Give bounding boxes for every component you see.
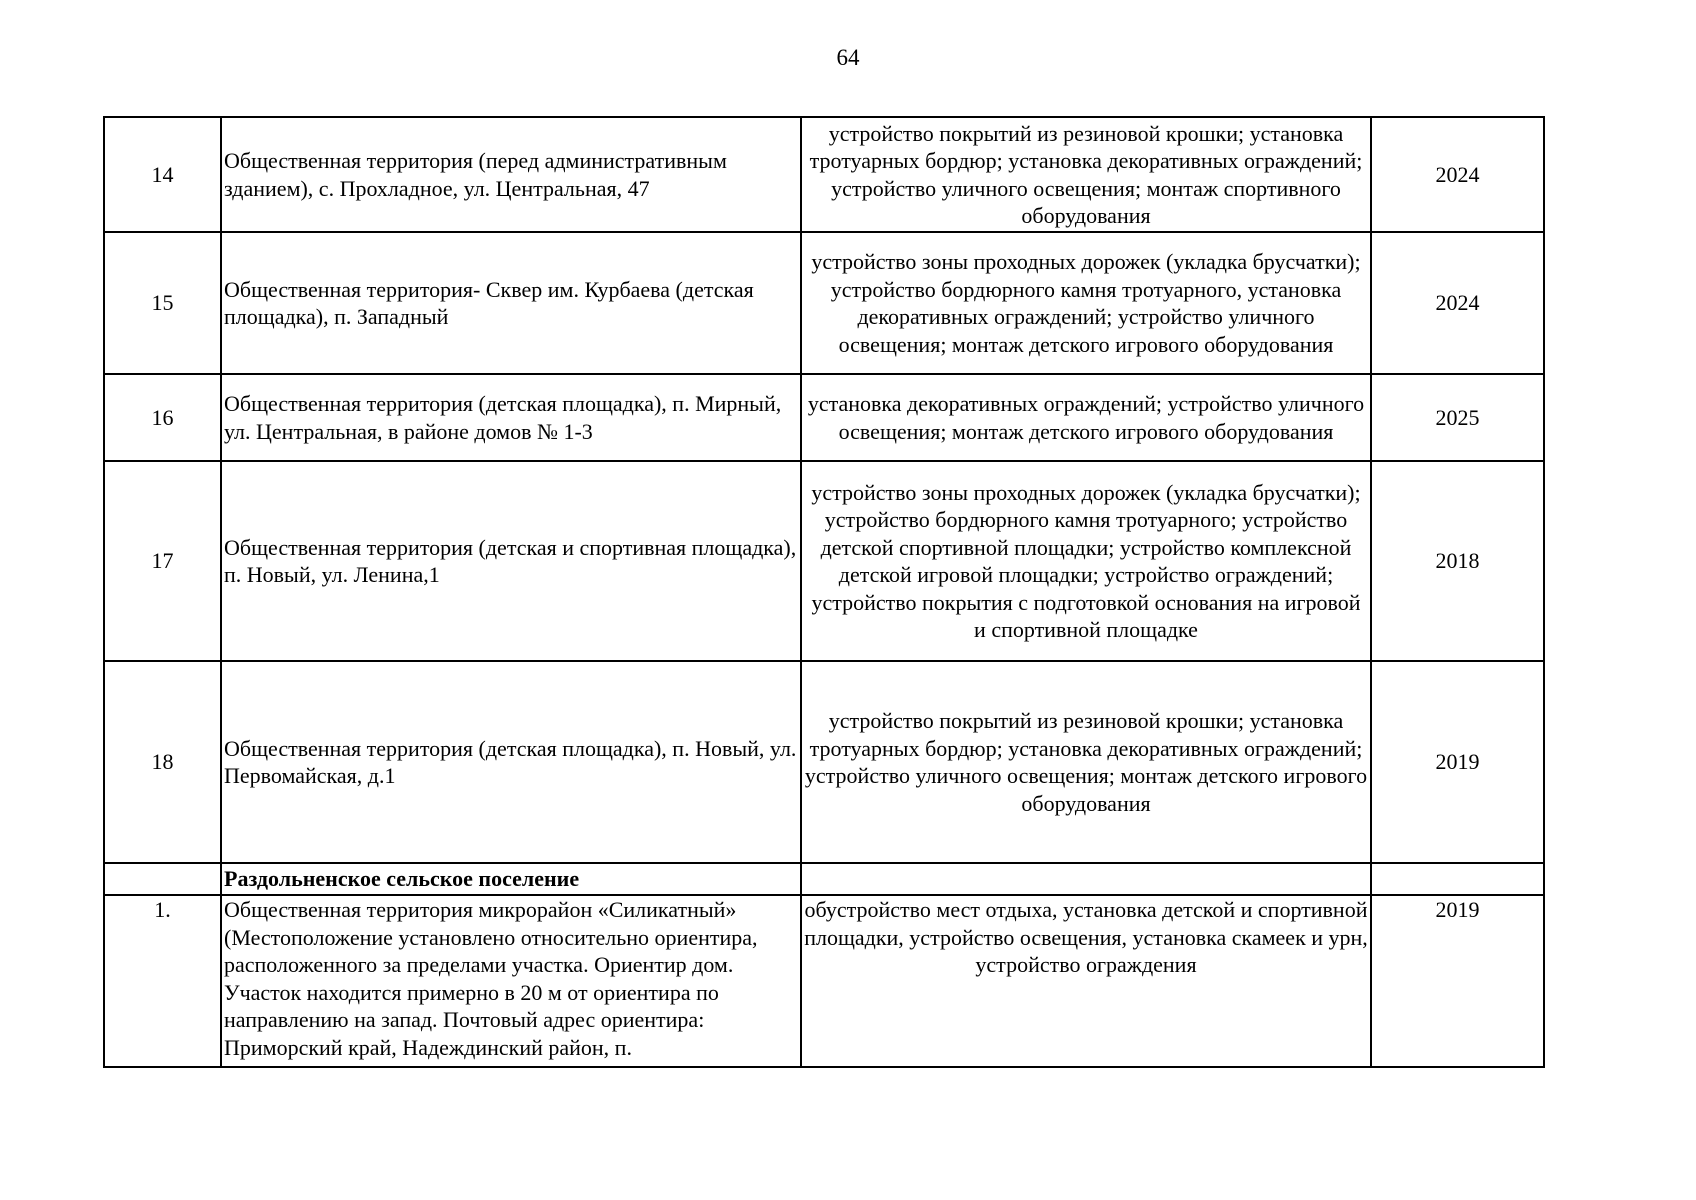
territories-table [103,116,1545,1068]
section-work-cell [801,863,1371,895]
table-row [104,895,1544,1067]
row-number: 16 [104,374,221,461]
territory-name: Общественная территория (детская площадка), п. Новый, ул. Первомайская, д.1 [221,661,801,863]
table-row [104,232,1544,374]
row-number: 15 [104,232,221,374]
year: 2019 [1371,661,1544,863]
works-description: установка декоративных ограждений; устройство уличного освещения; монтаж детского игрового оборудования [801,374,1371,461]
works-description: устройство зоны проходных дорожек (укладка брусчатки); устройство бордюрного камня тротуарного; устройство детской спортивной площадки; устройство комплексной детской игровой площадки; устройство ограждений; устройство покрытия с подготовкой основания на игровой и спортивной площадке [801,461,1371,661]
territory-name: Общественная территория (детская площадка), п. Мирный, ул. Центральная, в районе домов № 1-3 [221,374,801,461]
page-number: 64 [836,45,860,70]
works-description: обустройство мест отдыха, установка детской и спортивной площадки, устройство освещения, установка скамеек и урн, устройство ограждения [801,895,1371,1067]
section-number-cell [104,863,221,895]
works-description: устройство покрытий из резиновой крошки; установка тротуарных бордюр; установка декоративных ограждений; устройство уличного освещения; монтаж детского игрового оборудования [801,661,1371,863]
row-number: 14 [104,117,221,232]
table-row [104,661,1544,863]
table-row [104,117,1544,232]
year: 2024 [1371,232,1544,374]
territory-name: Общественная территория (перед административным зданием), с. Прохладное, ул. Центральная, 47 [221,117,801,232]
row-number: 18 [104,661,221,863]
territory-name: Общественная территория (детская и спортивная площадка), п. Новый, ул. Ленина,1 [221,461,801,661]
section-title: Раздольненское сельское поселение [221,863,801,895]
section-year-cell [1371,863,1544,895]
works-description: устройство покрытий из резиновой крошки; установка тротуарных бордюр; установка декоративных ограждений; устройство уличного освещения; монтаж спортивного оборудования [801,117,1371,232]
table-row [104,461,1544,661]
row-number: 17 [104,461,221,661]
territory-name: Общественная территория микрорайон «Силикатный» (Местоположение установлено относительно ориентира, расположенного за пределами участка. Ориентир дом. Участок находится примерно в 20 м от ориентира по направлению на запад. Почтовый адрес ориентира: Приморский край, Надеждинский район, п. [221,895,801,1067]
year: 2019 [1371,895,1544,1067]
section-row [104,863,1544,895]
year: 2024 [1371,117,1544,232]
year: 2025 [1371,374,1544,461]
row-number: 1. [104,895,221,1067]
year: 2018 [1371,461,1544,661]
territory-name: Общественная территория- Сквер им. Курбаева (детская площадка), п. Западный [221,232,801,374]
table-row [104,374,1544,461]
works-description: устройство зоны проходных дорожек (укладка брусчатки); устройство бордюрного камня тротуарного, установка декоративных ограждений; устройство уличного освещения; монтаж детского игрового оборудования [801,232,1371,374]
